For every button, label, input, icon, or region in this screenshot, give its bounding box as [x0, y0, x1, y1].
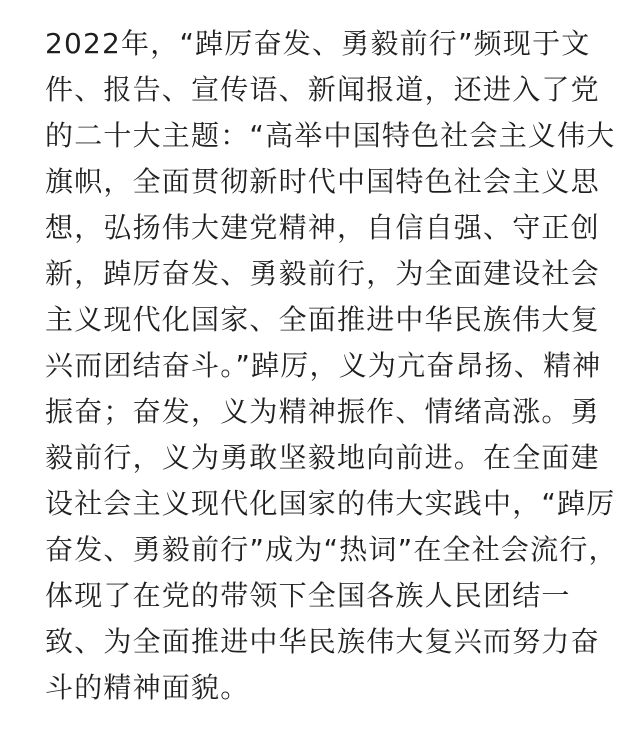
- paragraph-line: 体现了在党的带领下全国各族人民团结一: [45, 579, 571, 612]
- paragraph-line: 主义现代化国家、全面推进中华民族伟大复: [45, 303, 600, 336]
- paragraph-line: 兴而团结奋斗。”踔厉，义为亢奋昂扬、精神: [45, 349, 602, 382]
- paragraph-line: 的二十大主题：“高举中国特色社会主义伟大: [45, 119, 616, 152]
- paragraph-line: 毅前行，义为勇敢坚毅地向前进。在全面建: [45, 441, 600, 474]
- paragraph-line: 设社会主义现代化国家的伟大实践中，“踔厉: [45, 487, 616, 520]
- paragraph-line: 振奋；奋发，义为精神振作、情绪高涨。勇: [45, 395, 600, 428]
- paragraph-line: 新，踔厉奋发、勇毅前行，为全面建设社会: [45, 257, 600, 290]
- paragraph-line: 旗帜，全面贯彻新时代中国特色社会主义思: [45, 165, 600, 198]
- paragraph-line: 件、报告、宣传语、新闻报道，还进入了党: [45, 73, 600, 106]
- paragraph-line: 斗的精神面貌。: [45, 671, 250, 704]
- paragraph-line: 2022年，“踔厉奋发、勇毅前行”频现于文: [45, 27, 591, 60]
- paragraph-line: 奋发、勇毅前行”成为“热词”在全社会流行，: [45, 533, 618, 566]
- paragraph-line: 想，弘扬伟大建党精神，自信自强、守正创: [45, 211, 600, 244]
- paragraph-line: 致、为全面推进中华民族伟大复兴而努力奋: [45, 625, 600, 658]
